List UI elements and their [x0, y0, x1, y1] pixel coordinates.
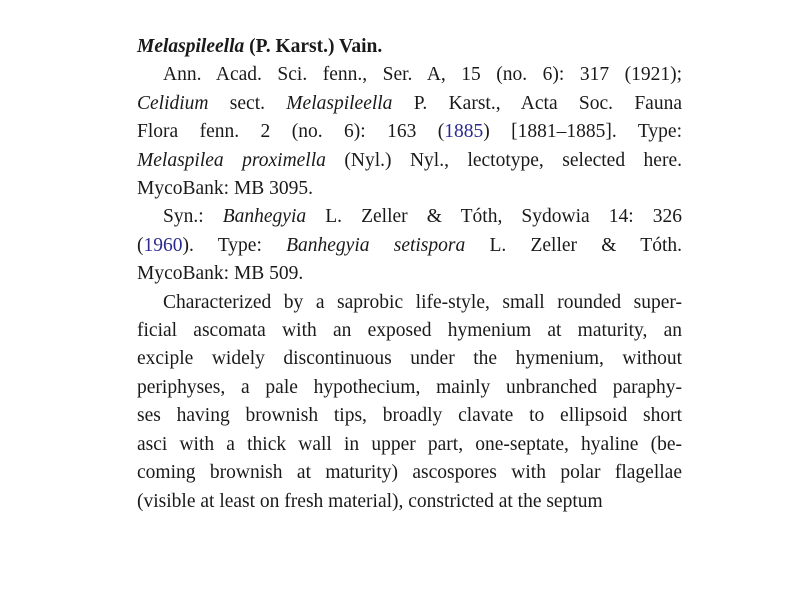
synonym-line-1: Syn.: Banhegyia L. Zeller & Tóth, Sydowia 14: 326: [163, 206, 683, 228]
description-line: ses having brownish tips, broadly clavate to ellipsoid short: [137, 405, 682, 427]
publication-line-1: Ann. Acad. Sci. fenn., Ser. A, 15 (no. 6): 317 (1921);: [163, 64, 682, 86]
description-line: exciple widely discontinuous under the hymenium, without: [137, 348, 682, 370]
genus-heading: [137, 33, 682, 61]
description-line: (visible at least on fresh material), constricted at the septum: [137, 490, 603, 512]
description-line: periphyses, a pale hypothecium, mainly unbranched paraphy-: [137, 376, 682, 398]
description-line: asci with a thick wall in upper part, one-septate, hyaline (be-: [137, 433, 682, 455]
mycobank-line-1: MycoBank: MB 3095.: [137, 178, 314, 200]
publication-line-3: Flora fenn. 2 (no. 6): 163 (1885) [1881–1885]. Type:: [137, 121, 682, 143]
document-page: [137, 33, 682, 516]
mycobank-line-2: MycoBank: MB 509.: [137, 263, 304, 285]
synonym-genus-banhegyia: Banhegyia: [222, 206, 307, 228]
description-paragraph: [137, 289, 682, 516]
synonym-line-2: (1960). Type: Banhegyia setispora L. Zeller & Tóth.: [137, 234, 683, 256]
type-species-italic: Melaspilea proximella: [137, 149, 326, 171]
genus-authority: (P. Karst.) Vain.: [249, 36, 383, 57]
synonym-paragraph: [137, 203, 682, 288]
description-line: ficial ascomata with an exposed hymenium at maturity, an: [137, 320, 682, 342]
description-line: Characterized by a saprobic life-style, small rounded super-: [163, 291, 682, 313]
section-name-italic: Melaspileella: [286, 92, 393, 114]
description-line: coming brownish at maturity) ascospores with polar flagellae: [137, 462, 682, 484]
synonym-type-species-italic: Banhegyia setispora: [286, 234, 466, 256]
reference-link-1885[interactable]: 1885: [444, 121, 484, 143]
publication-line-4: Melaspilea proximella (Nyl.) Nyl., lectotype, selected here.: [137, 149, 682, 171]
publication-line-2: Celidium sect. Melaspileella P. Karst., Acta Soc. Fauna: [137, 92, 682, 114]
synonym-genus-italic: Celidium: [137, 92, 209, 114]
publication-paragraph: [137, 61, 682, 203]
genus-name: Melaspileella: [137, 36, 245, 57]
reference-link-1960[interactable]: 1960: [143, 234, 183, 256]
